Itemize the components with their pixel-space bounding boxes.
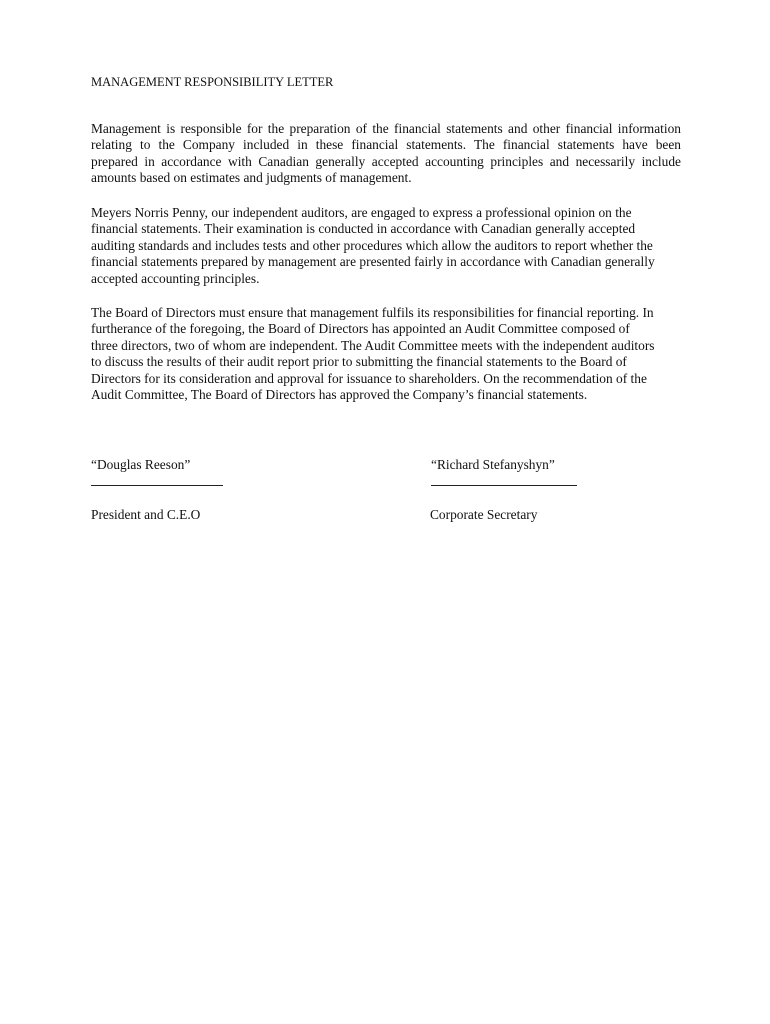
- signature-title-right: Corporate Secretary: [430, 507, 538, 522]
- paragraph-line: Meyers Norris Penny, our independent auditors, are engaged to express a professional opinion on the: [91, 205, 632, 220]
- paragraph-board-of-directors: [91, 305, 681, 403]
- signature-line-left: [91, 485, 223, 486]
- signature-name-right: “Richard Stefanyshyn”: [431, 457, 555, 472]
- signature-name-left: “Douglas Reeson”: [91, 457, 191, 472]
- paragraph-line: auditing standards and includes tests and other procedures which allow the auditors to report whether the: [91, 237, 653, 253]
- paragraph-line: financial statements. Their examination is conducted in accordance with Canadian generally accepted: [91, 221, 636, 237]
- paragraph-auditors: [91, 205, 681, 287]
- paragraph-line: The Board of Directors must ensure that management fulfils its responsibilities for financial reporting. In: [91, 305, 654, 320]
- paragraph-line: financial statements prepared by management are presented fairly in accordance with Canadian generally: [91, 254, 655, 270]
- signature-line-right: [431, 485, 577, 486]
- paragraph-line: furtherance of the foregoing, the Board of Directors has appointed an Audit Committee composed of: [91, 321, 630, 337]
- paragraph-line: prepared in accordance with Canadian generally accepted accounting principles and necessarily include: [91, 153, 681, 169]
- signature-title-left: President and C.E.O: [91, 507, 201, 522]
- paragraph-line: relating to the Company included in these financial statements. The financial statements have been: [91, 137, 681, 153]
- paragraph-line: Management is responsible for the preparation of the financial statements and other financial information: [91, 121, 681, 136]
- paragraph-line: accepted accounting principles.: [91, 270, 260, 286]
- document-title: MANAGEMENT RESPONSIBILITY LETTER: [91, 75, 334, 89]
- paragraph-line: Directors for its consideration and approval for issuance to shareholders. On the recommendation of the: [91, 370, 647, 386]
- paragraph-line: Audit Committee, The Board of Directors has approved the Company’s financial statements.: [91, 387, 588, 403]
- paragraph-line: three directors, two of whom are independent. The Audit Committee meets with the independent auditors: [91, 337, 655, 353]
- paragraph-line: amounts based on estimates and judgments of management.: [91, 170, 412, 186]
- paragraph-line: to discuss the results of their audit report prior to submitting the financial statements to the Board of: [91, 354, 627, 370]
- paragraph-management-responsibility: [91, 121, 681, 187]
